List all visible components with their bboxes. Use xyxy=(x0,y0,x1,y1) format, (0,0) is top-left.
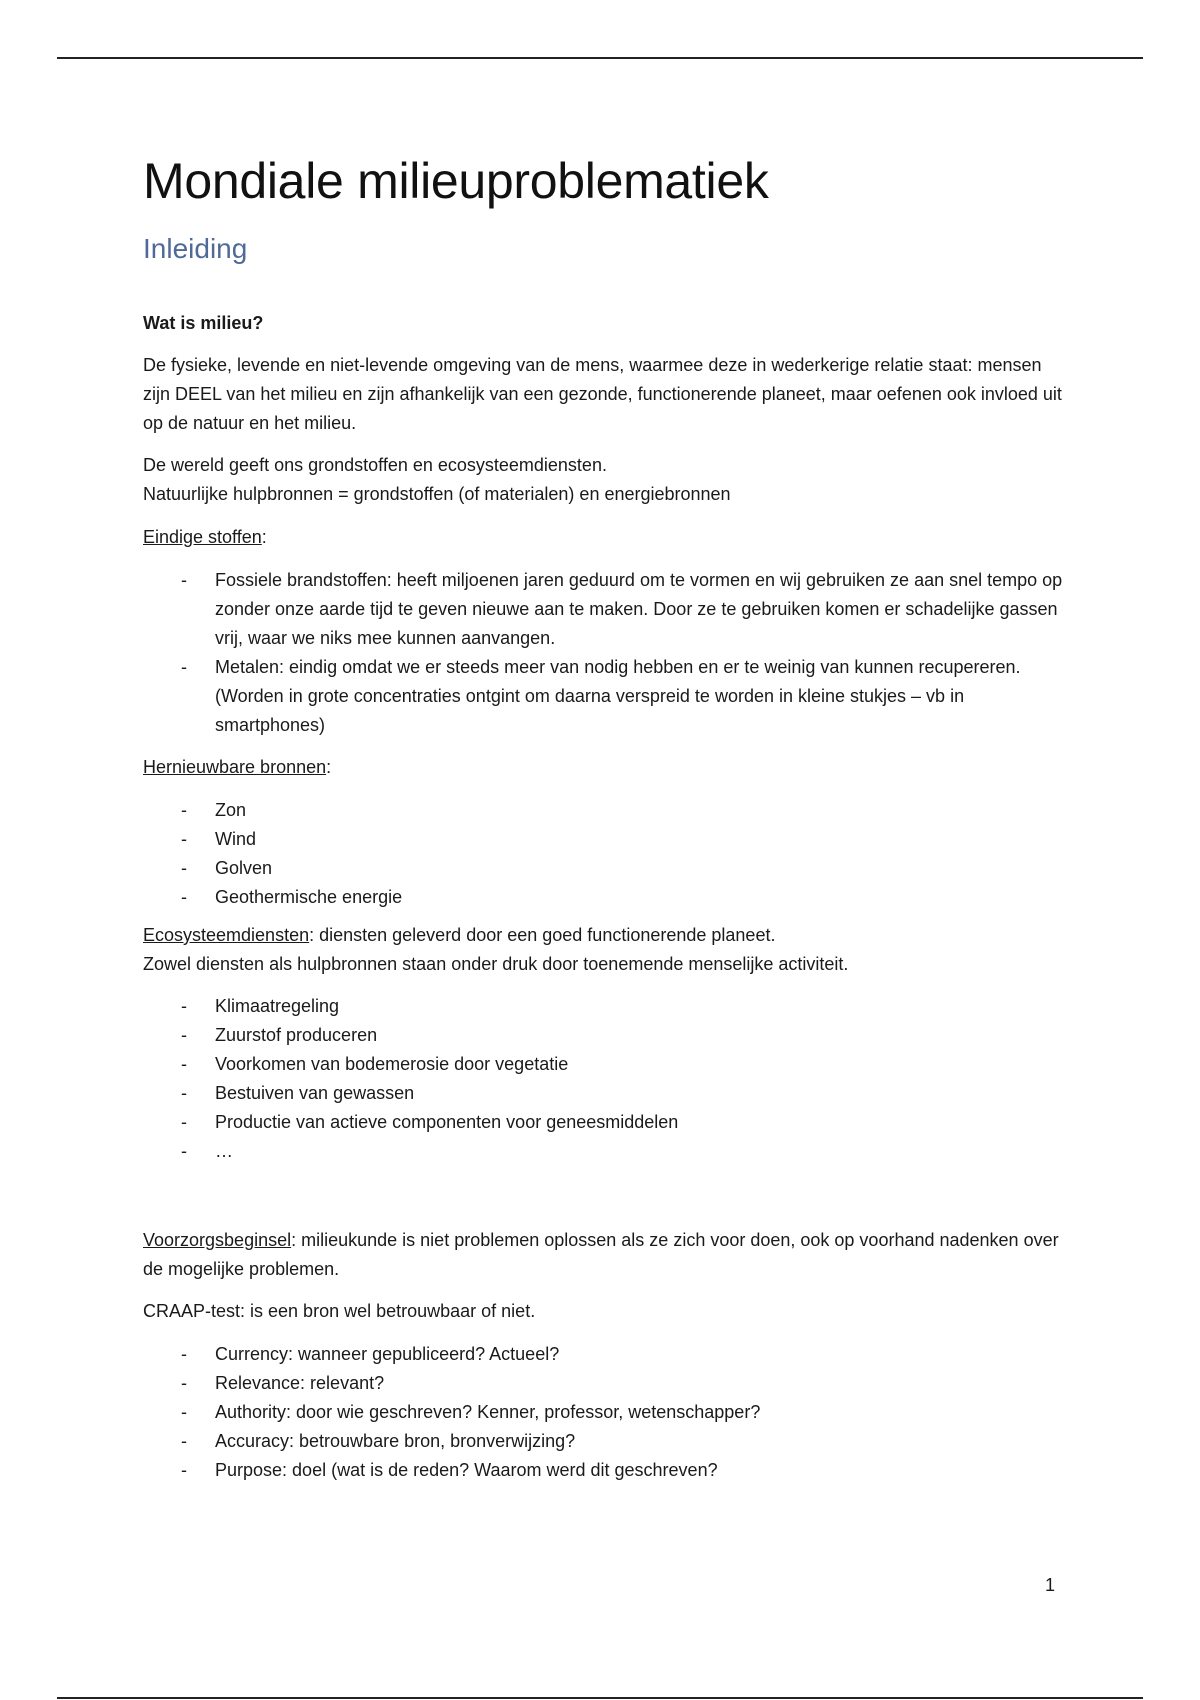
dash-bullet: - xyxy=(181,1112,187,1132)
hernieuwbare-bronnen-suffix: : xyxy=(326,757,332,777)
voorzorgsbeginsel-label: Voorzorgsbeginsel xyxy=(143,1230,292,1250)
page-bottom-rule xyxy=(57,1697,1143,1699)
dash-bullet: - xyxy=(181,829,187,849)
eindige-stoffen-label: Eindige stoffen xyxy=(143,527,262,547)
hernieuwbare-bronnen-label: Hernieuwbare bronnen xyxy=(143,757,327,777)
ecosysteemdiensten-suffix: : diensten geleverd door een goed functionerende planeet. xyxy=(309,925,776,945)
ecosysteemdiensten-heading xyxy=(143,921,1063,950)
list-item xyxy=(143,653,1063,740)
list-item xyxy=(143,1427,1063,1456)
list-item-text: Klimaatregeling xyxy=(215,996,340,1016)
list-item-text: Metalen: eindig omdat we er steeds meer van nodig hebben en er te weinig van kunnen recupereren. (Worden in grote concentraties ontgint om daarna verspreid te worden in kleine stukjes – vb in smartphones) xyxy=(215,657,1021,735)
voorzorgsbeginsel-text: : milieukunde is niet problemen oplossen als ze zich voor doen, ook op voorhand nadenken over de mogelijke problemen. xyxy=(143,1230,1059,1279)
page-content xyxy=(143,140,1063,1485)
eindige-stoffen-heading xyxy=(143,523,1063,552)
dash-bullet: - xyxy=(181,1373,187,1393)
milieu-definition: De fysieke, levende en niet-levende omgeving van de mens, waarmee deze in wederkerige relatie staat: mensen zijn DEEL van het milieu en zijn afhankelijk van een gezonde, functionerende planeet, maar oefenen ook invloed uit op de natuur en het milieu. xyxy=(143,355,1062,433)
craap-list xyxy=(143,1340,1063,1485)
dash-bullet: - xyxy=(181,1460,187,1480)
dash-bullet: - xyxy=(181,1054,187,1074)
dash-bullet: - xyxy=(181,858,187,878)
dash-bullet: - xyxy=(181,800,187,820)
hulpbronnen-line: Natuurlijke hulpbronnen = grondstoffen (of materialen) en energiebronnen xyxy=(143,484,731,504)
hernieuwbare-bronnen-heading xyxy=(143,753,1063,782)
list-item xyxy=(143,825,1063,854)
dash-bullet: - xyxy=(181,1083,187,1103)
list-item-text: Currency: wanneer gepubliceerd? Actueel? xyxy=(215,1344,560,1364)
list-item-text: Authority: door wie geschreven? Kenner, professor, wetenschapper? xyxy=(215,1402,761,1422)
list-item-text: Zon xyxy=(215,800,247,820)
ecosysteemdiensten-label: Ecosysteemdiensten xyxy=(143,925,310,945)
list-item xyxy=(143,566,1063,653)
list-item xyxy=(143,1021,1063,1050)
list-item xyxy=(143,1398,1063,1427)
eindige-stoffen-suffix: : xyxy=(261,527,267,547)
list-item-text: … xyxy=(215,1141,233,1161)
dash-bullet: - xyxy=(181,1141,187,1161)
list-item xyxy=(143,1340,1063,1369)
dash-bullet: - xyxy=(181,570,187,590)
list-item-text: Geothermische energie xyxy=(215,887,403,907)
list-item-text: Bestuiven van gewassen xyxy=(215,1083,415,1103)
list-item-text: Golven xyxy=(215,858,273,878)
ecosysteemdiensten-line: Zowel diensten als hulpbronnen staan onder druk door toenemende menselijke activiteit. xyxy=(143,954,849,974)
list-item-text: Accuracy: betrouwbare bron, bronverwijzing? xyxy=(215,1431,576,1451)
hernieuwbare-bronnen-list xyxy=(143,796,1063,912)
page-number: 1 xyxy=(1045,1575,1056,1595)
list-item xyxy=(143,1137,1063,1166)
dash-bullet: - xyxy=(181,1402,187,1422)
list-item-text: Voorkomen van bodemerosie door vegetatie xyxy=(215,1054,569,1074)
dash-bullet: - xyxy=(181,996,187,1016)
list-item xyxy=(143,1369,1063,1398)
eindige-stoffen-list xyxy=(143,566,1063,740)
dash-bullet: - xyxy=(181,1431,187,1451)
grondstoffen-line: De wereld geeft ons grondstoffen en ecosysteemdiensten. xyxy=(143,455,607,475)
list-item-text: Relevance: relevant? xyxy=(215,1373,385,1393)
page-top-rule xyxy=(57,57,1143,59)
dash-bullet: - xyxy=(181,1025,187,1045)
list-item xyxy=(143,1456,1063,1485)
list-item-text: Zuurstof produceren xyxy=(215,1025,378,1045)
section-heading: Inleiding xyxy=(143,233,248,264)
list-item xyxy=(143,1079,1063,1108)
list-item xyxy=(143,854,1063,883)
list-item-text: Productie van actieve componenten voor geneesmiddelen xyxy=(215,1112,679,1132)
ecosysteemdiensten-list xyxy=(143,992,1063,1166)
list-item-text: Fossiele brandstoffen: heeft miljoenen jaren geduurd om te vormen en wij gebruiken ze aan snel tempo op zonder onze aarde tijd te geven nieuwe aan te maken. Door ze te gebruiken komen er schadelijke gassen vrij, waar we niks mee kunnen aanvangen. xyxy=(215,570,1063,648)
document-title: Mondiale milieuproblematiek xyxy=(143,153,769,209)
list-item-text: Purpose: doel (wat is de reden? Waarom werd dit geschreven? xyxy=(215,1460,718,1480)
craap-intro: CRAAP-test: is een bron wel betrouwbaar of niet. xyxy=(143,1301,536,1321)
list-item xyxy=(143,1108,1063,1137)
voorzorgsbeginsel-paragraph xyxy=(143,1226,1063,1284)
list-item xyxy=(143,796,1063,825)
milieu-heading: Wat is milieu? xyxy=(143,313,264,333)
dash-bullet: - xyxy=(181,1344,187,1364)
dash-bullet: - xyxy=(181,887,187,907)
list-item-text: Wind xyxy=(215,829,257,849)
dash-bullet: - xyxy=(181,657,187,677)
list-item xyxy=(143,1050,1063,1079)
list-item xyxy=(143,883,1063,912)
list-item xyxy=(143,992,1063,1021)
